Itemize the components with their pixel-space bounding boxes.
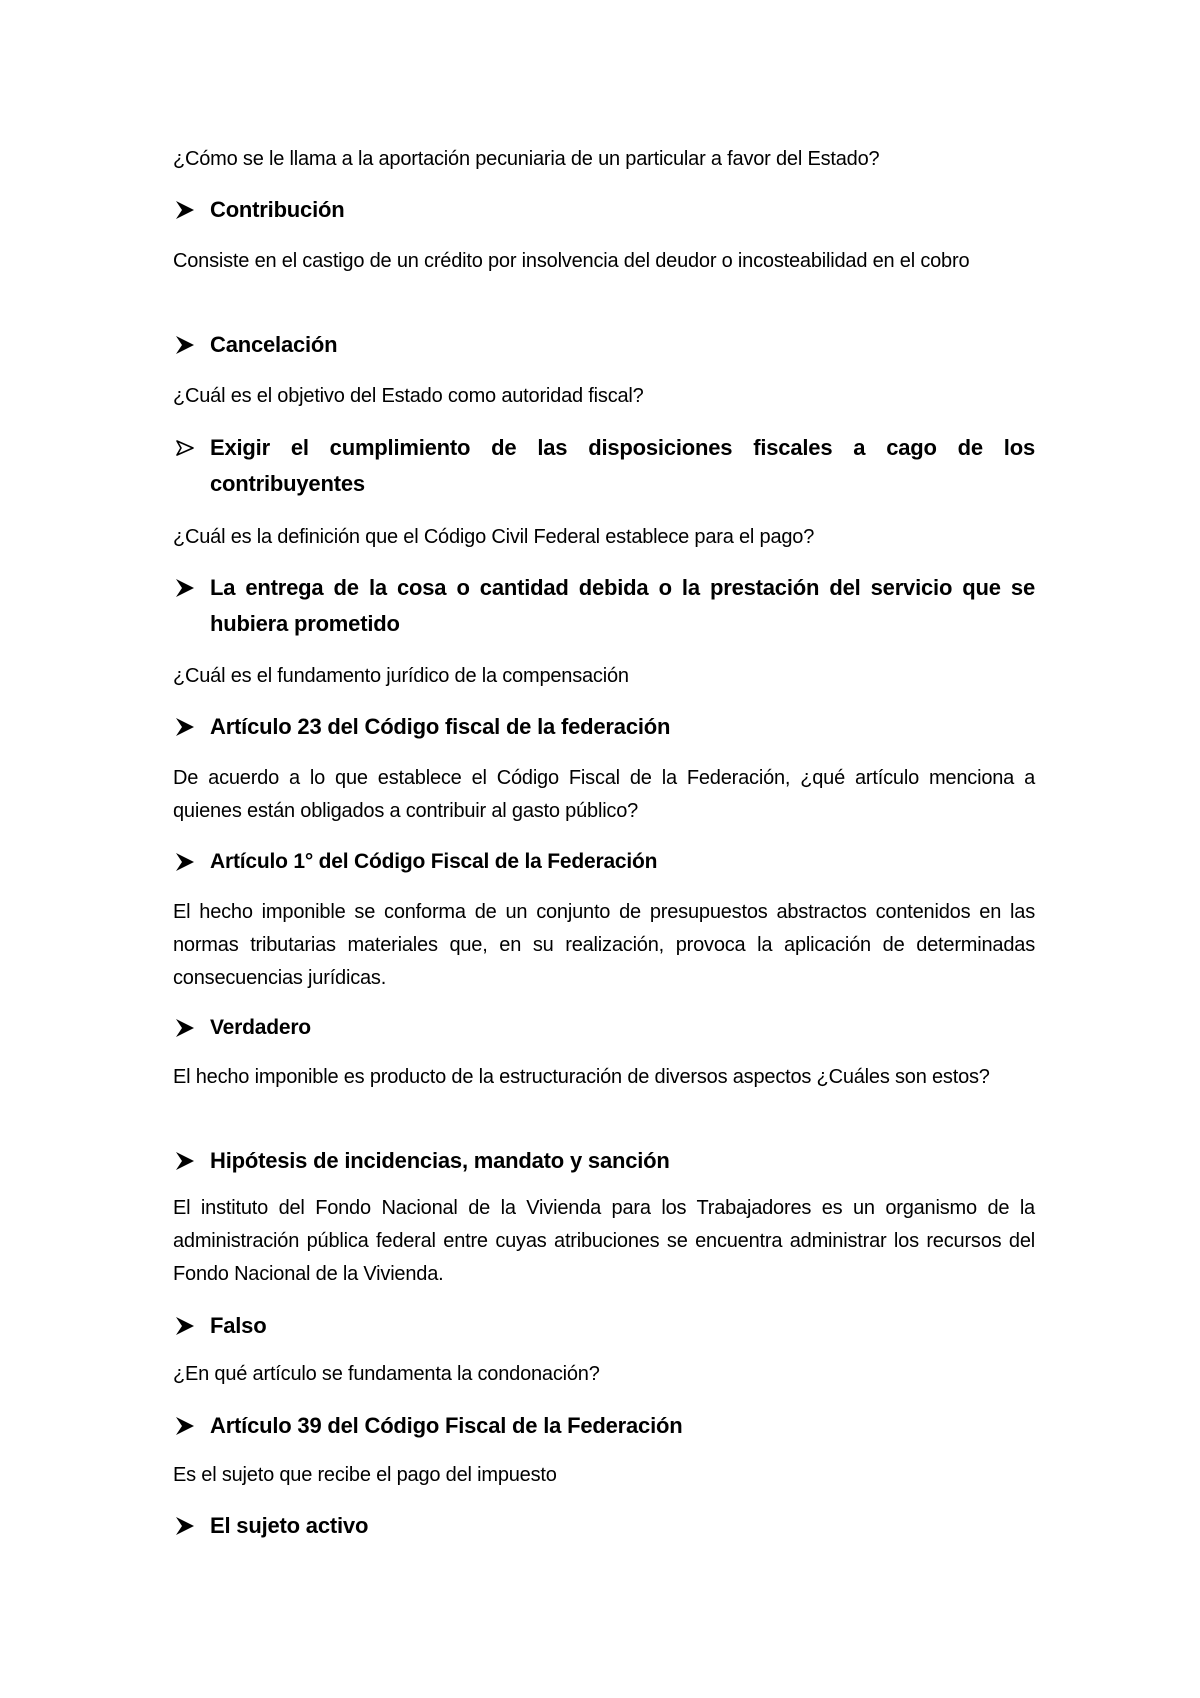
- outline-arrow-bullet-icon: [174, 437, 196, 459]
- arrow-bullet-icon: [174, 1515, 196, 1537]
- arrow-bullet-icon: [174, 1415, 196, 1437]
- arrow-bullet-icon: [174, 716, 196, 738]
- answer-text: Cancelación: [210, 332, 338, 357]
- answer-text: Hipótesis de incidencias, mandato y sanción: [210, 1148, 670, 1173]
- answer-text: Artículo 1° del Código Fiscal de la Federación: [210, 850, 658, 873]
- question-text: ¿Cuál es el objetivo del Estado como autoridad fiscal?: [173, 385, 644, 407]
- answer-item: [210, 192, 1035, 228]
- arrow-bullet-icon: [174, 1150, 196, 1172]
- question-text: ¿Cuál es el fundamento jurídico de la compensación: [173, 665, 629, 687]
- answer-text: Verdadero: [210, 1016, 311, 1039]
- question-text: De acuerdo a lo que establece el Código Fiscal de la Federación, ¿qué artículo menciona a quienes están obligados a contribuir al gasto público?: [173, 767, 1035, 822]
- answer-item: [210, 844, 1035, 880]
- answer-item: [210, 430, 1035, 502]
- answer-text: Exigir el cumplimiento de las disposiciones fiscales a cago de los contribuyentes: [210, 435, 1035, 496]
- question-text: El hecho imponible es producto de la estructuración de diversos aspectos ¿Cuáles son estos?: [173, 1066, 990, 1088]
- arrow-bullet-icon: [174, 577, 196, 599]
- arrow-bullet-icon: [174, 199, 196, 221]
- question-text: Es el sujeto que recibe el pago del impuesto: [173, 1464, 557, 1486]
- question-text: ¿En qué artículo se fundamenta la condonación?: [173, 1363, 600, 1385]
- answer-item: [210, 1408, 1035, 1444]
- question-text: ¿Cuál es la definición que el Código Civil Federal establece para el pago?: [173, 526, 815, 548]
- question-text: Consiste en el castigo de un crédito por insolvencia del deudor o incosteabilidad en el cobro: [173, 250, 970, 272]
- arrow-bullet-icon: [174, 851, 196, 873]
- answer-item: [210, 1010, 1035, 1046]
- answer-item: [210, 1143, 1035, 1179]
- question-text: El instituto del Fondo Nacional de la Vivienda para los Trabajadores es un organismo de la administración pública federal entre cuyas atribuciones se encuentra administrar los recursos del Fondo Nacional de la Vivienda.: [173, 1197, 1035, 1285]
- answer-text: Artículo 23 del Código fiscal de la federación: [210, 714, 671, 739]
- answer-text: Falso: [210, 1313, 267, 1338]
- answer-text: La entrega de la cosa o cantidad debida o la prestación del servicio que se hubiera prometido: [210, 575, 1035, 636]
- answer-text: El sujeto activo: [210, 1513, 369, 1538]
- answer-item: [210, 1508, 1035, 1544]
- answer-item: [210, 1308, 1035, 1344]
- answer-text: Contribución: [210, 197, 345, 222]
- question-text: ¿Cómo se le llama a la aportación pecuniaria de un particular a favor del Estado?: [173, 148, 880, 170]
- answer-item: [210, 327, 1035, 363]
- answer-item: [210, 709, 1035, 745]
- arrow-bullet-icon: [174, 334, 196, 356]
- arrow-bullet-icon: [174, 1017, 196, 1039]
- question-text: El hecho imponible se conforma de un conjunto de presupuestos abstractos contenidos en las normas tributarias materiales que, en su realización, provoca la aplicación de determinadas consecuencias jurídicas.: [173, 901, 1035, 989]
- arrow-bullet-icon: [174, 1315, 196, 1337]
- answer-text: Artículo 39 del Código Fiscal de la Federación: [210, 1413, 683, 1438]
- answer-item: [210, 570, 1035, 642]
